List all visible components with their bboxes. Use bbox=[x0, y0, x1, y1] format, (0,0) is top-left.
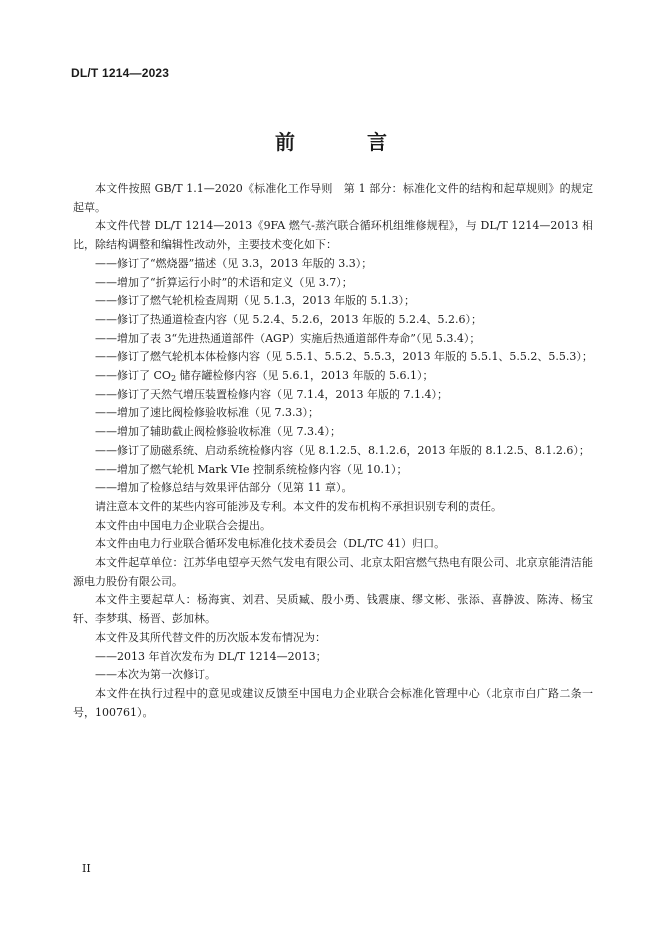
paragraph-feedback: 本文件在执行过程中的意见或建议反馈至中国电力企业联合会标准化管理中心（北京市白广路二条一号，100761）。 bbox=[73, 686, 593, 719]
change-item: ——修订了励磁系统、启动系统检修内容（见 8.1.2.5、8.1.2.6，2013 年版的 8.1.2.5、8.1.2.6）； bbox=[95, 443, 590, 457]
co2-suffix: 储存罐检修内容（见 5.6.1，2013 年版的 5.6.1）； bbox=[176, 369, 434, 383]
change-item: ——增加了辅助截止阀检修验收标准（见 7.3.4）； bbox=[95, 425, 341, 439]
change-item: ——修订了天然气增压装置检修内容（见 7.1.4，2013 年版的 7.1.4）； bbox=[95, 387, 448, 401]
change-item-co2 bbox=[73, 367, 593, 386]
document-body bbox=[73, 180, 593, 722]
change-item: ——增加了检修总结与效果评估部分（见第 11 章）。 bbox=[95, 481, 353, 495]
change-item: ——增加了表 3“先进热通道部件（AGP）实施后热通道部件寿命”（见 5.3.4）； bbox=[95, 331, 481, 345]
change-item: ——修订了燃气轮机检查周期（见 5.1.3，2013 年版的 5.1.3）； bbox=[95, 294, 415, 308]
paragraph-drafting-rule: 本文件按照 GB/T 1.1—2020《标准化工作导则 第 1 部分：标准化文件的结构和起草规则》的规定起草。 bbox=[73, 182, 593, 214]
page-title: 前 言 bbox=[275, 130, 413, 154]
paragraph-history-intro: 本文件及其所代替文件的历次版本发布情况为： bbox=[95, 630, 326, 644]
co2-prefix: ——修订了 CO bbox=[95, 369, 171, 383]
page-number: II bbox=[82, 862, 91, 875]
change-item: ——修订了“燃烧器”描述（见 3.3，2013 年版的 3.3）； bbox=[95, 256, 373, 270]
paragraph-replacement: 本文件代替 DL/T 1214—2013《9FA 燃气-蒸汽联合循环机组维修规程》，与 DL/T 1214—2013 相比，除结构调整和编辑性改动外，主要技术变化如下： bbox=[73, 219, 593, 252]
change-item: ——增加了“折算运行小时”的术语和定义（见 3.7）； bbox=[95, 275, 353, 289]
history-item: ——2013 年首次发布为 DL/T 1214—2013； bbox=[95, 649, 327, 663]
change-item: ——修订了热通道检查内容（见 5.2.4、5.2.6，2013 年版的 5.2.4、5.2.6）； bbox=[95, 312, 482, 326]
paragraph-committee: 本文件由电力行业联合循环发电标准化技术委员会（DL/TC 41）归口。 bbox=[95, 537, 446, 551]
change-item: ——修订了燃气轮机本体检修内容（见 5.5.1、5.5.2、5.5.3，2013 年版的 5.5.1、5.5.2、5.5.3）； bbox=[95, 350, 593, 364]
history-item: ——本次为第一次修订。 bbox=[95, 668, 216, 682]
change-item: ——增加了速比阀检修验收标准（见 7.3.3）； bbox=[95, 406, 319, 420]
paragraph-drafting-units: 本文件起草单位：江苏华电望亭天然气发电有限公司、北京太阳宫燃气热电有限公司、北京京能清洁能源电力股份有限公司。 bbox=[73, 556, 593, 588]
change-item: ——增加了燃气轮机 Mark VIe 控制系统检修内容（见 10.1）； bbox=[95, 462, 408, 476]
paragraph-patent: 请注意本文件的某些内容可能涉及专利。本文件的发布机构不承担识别专利的责任。 bbox=[95, 499, 502, 513]
paragraph-drafters: 本文件主要起草人：杨海寅、刘君、吴质臧、殷小勇、钱震康、缪文彬、张添、喜静波、陈涛、杨宝轩、李梦琪、杨晋、彭加林。 bbox=[73, 593, 593, 626]
document-code: DL/T 1214—2023 bbox=[71, 66, 170, 80]
paragraph-proposer: 本文件由中国电力企业联合会提出。 bbox=[95, 518, 271, 532]
co2-subscript: 2 bbox=[170, 374, 177, 384]
